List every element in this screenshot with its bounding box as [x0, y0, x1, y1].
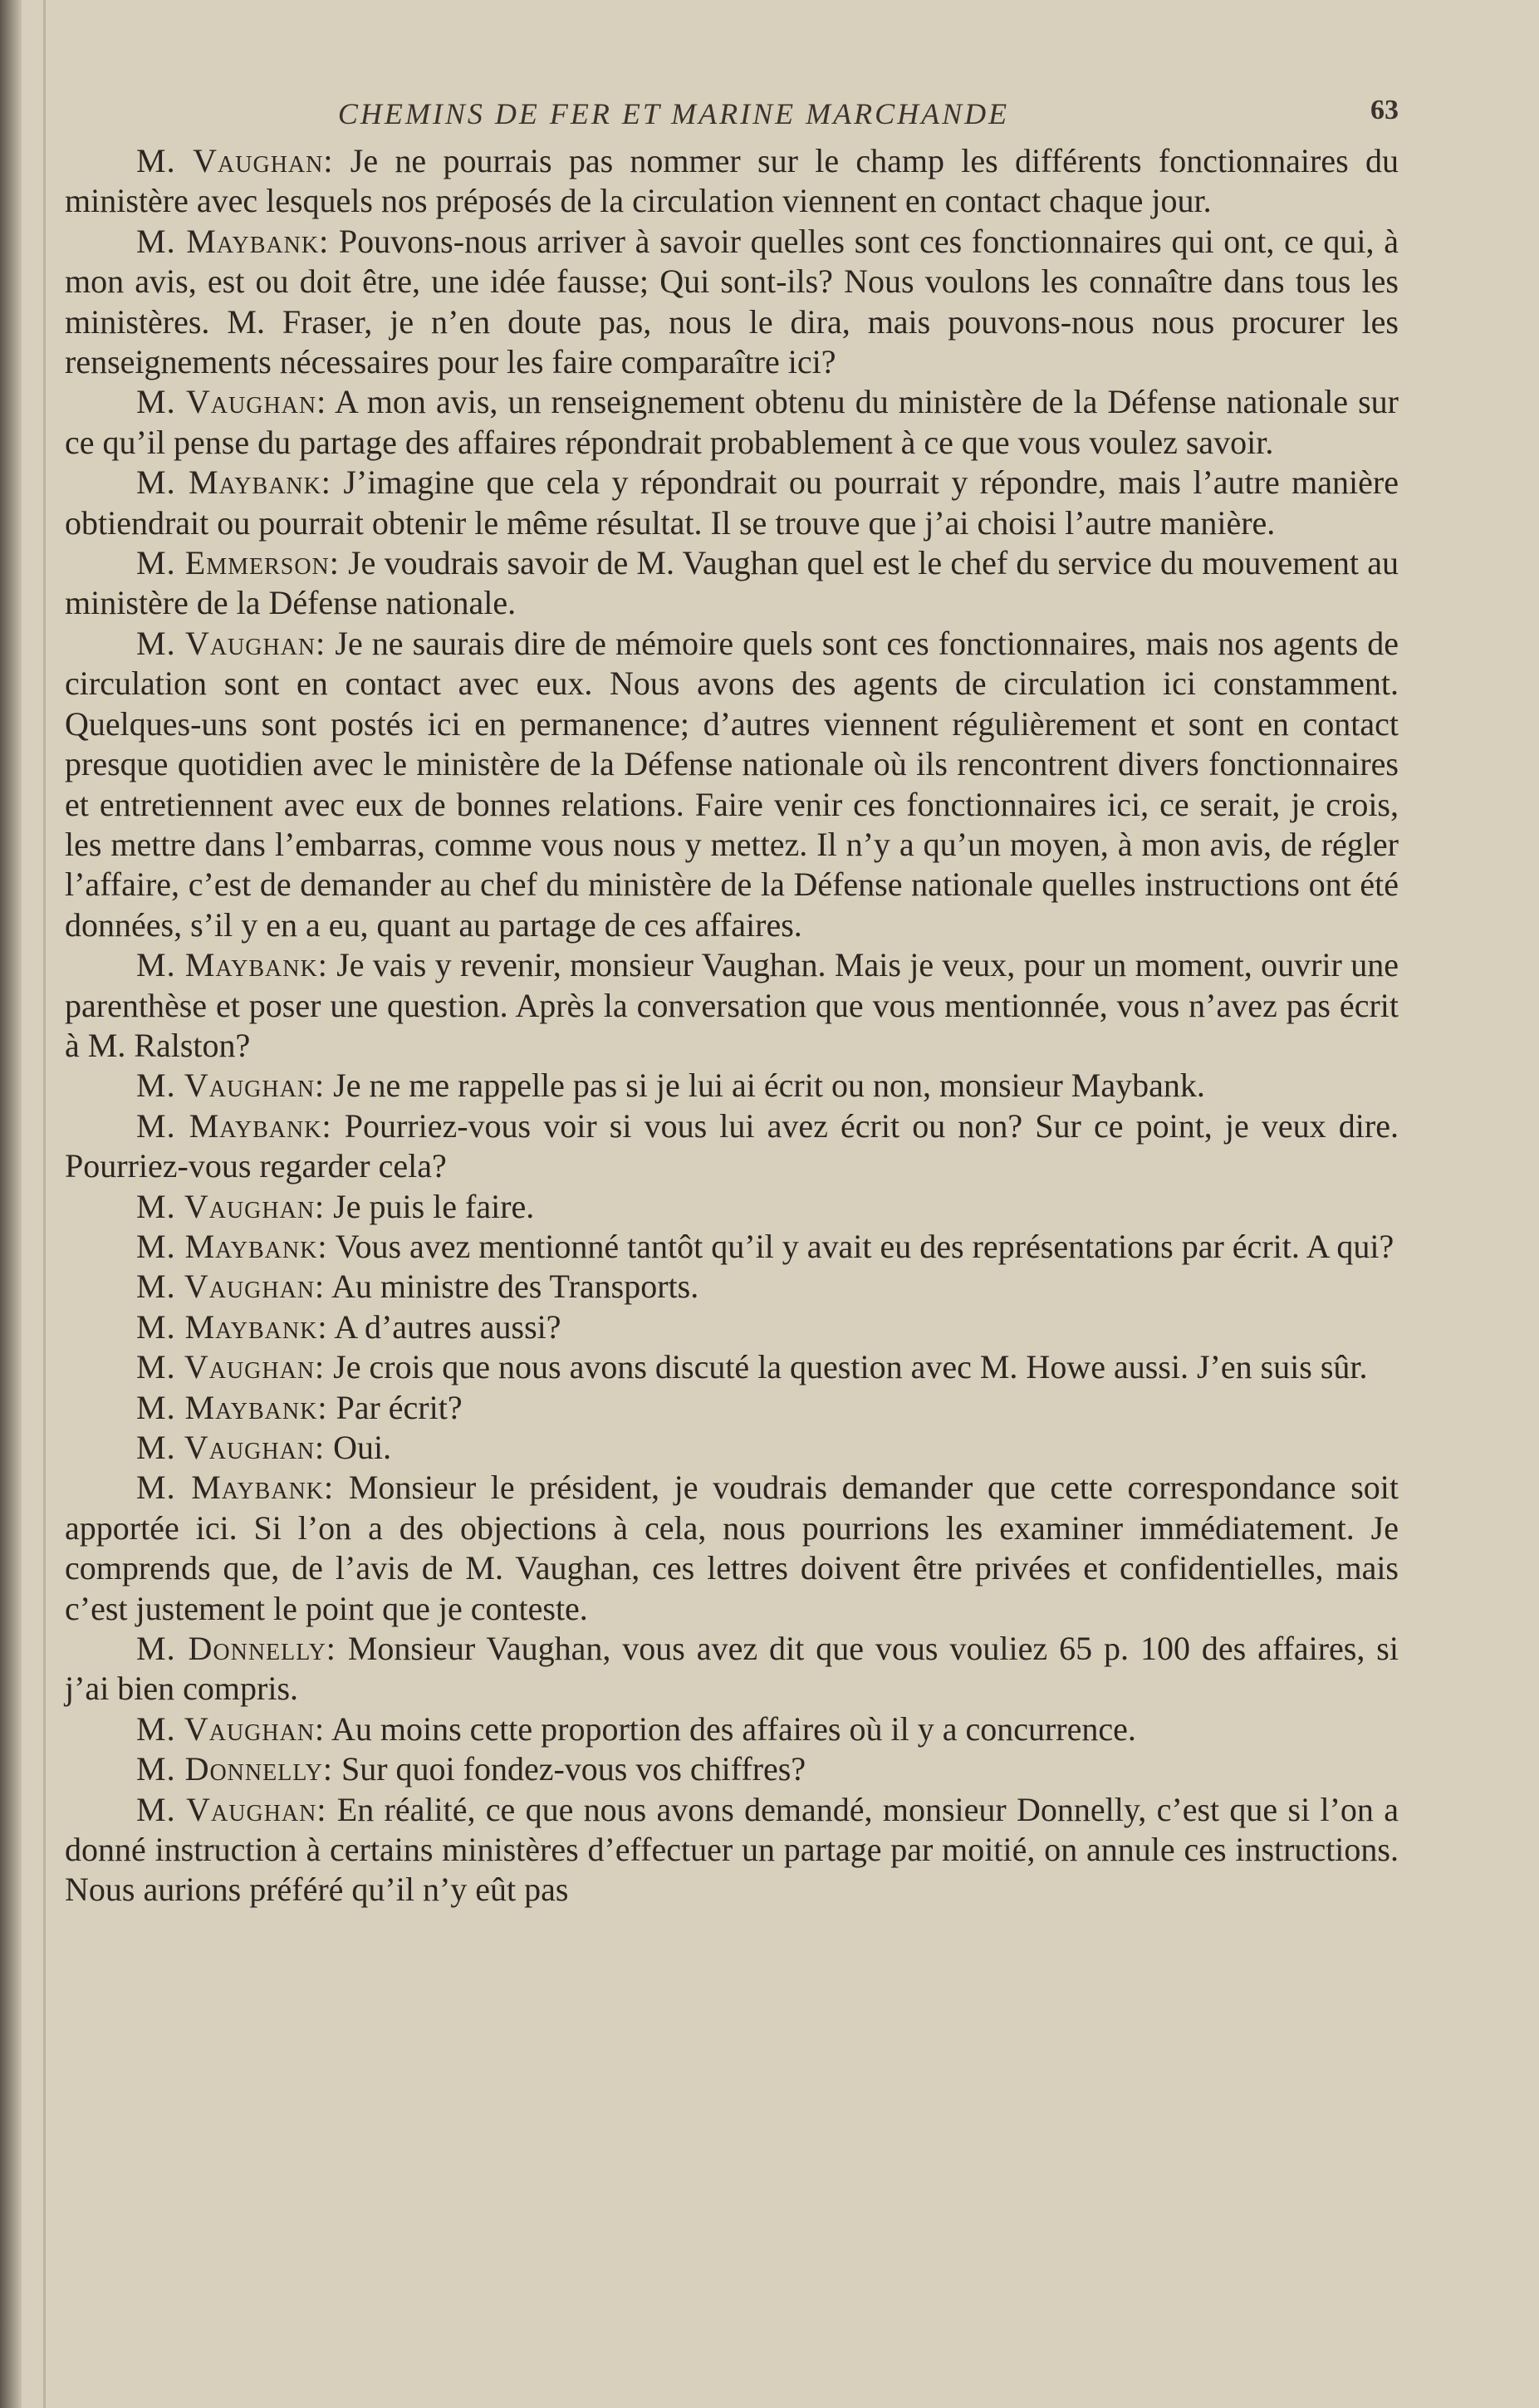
- paragraph-9: [65, 1106, 1399, 1187]
- paragraph-text: Je puis le faire.: [325, 1187, 535, 1225]
- speaker-name: M. Vaughan:: [136, 1709, 326, 1748]
- paragraph-3: [65, 382, 1399, 463]
- speaker-name: M. Maybank:: [136, 1469, 335, 1507]
- paragraph-18: [65, 1629, 1399, 1709]
- speaker-name: M. Vaughan:: [136, 624, 326, 662]
- paragraph-1: [65, 141, 1399, 222]
- paragraph-14: [65, 1347, 1399, 1387]
- paragraph-7: [65, 945, 1399, 1066]
- speaker-name: M. Maybank:: [136, 1388, 328, 1426]
- speaker-name: M. Vaughan:: [136, 1187, 326, 1225]
- running-title: CHEMINS DE FER ET MARINE MARCHANDE: [337, 97, 1010, 130]
- speaker-name: M. Maybank:: [136, 1227, 328, 1265]
- paragraph-text: Oui.: [325, 1429, 392, 1466]
- paragraph-4: [65, 463, 1399, 543]
- paragraph-text: Monsieur Vaughan, vous avez dit que vous vouliez 65 p. 100 des affaires, si j’ai bien compris.: [65, 1630, 1399, 1708]
- paragraph-text: Au ministre des Transports.: [325, 1268, 699, 1306]
- speaker-name: M. Vaughan:: [136, 142, 334, 179]
- speaker-name: M. Vaughan:: [136, 1348, 326, 1386]
- paragraph-text: Pouvons-nous arriver à savoir quelles sont ces fonctionnaires qui ont, ce qui, à mon avis, est ou doit être, une idée fausse; Qui sont-ils? Nous voulons les connaître dans tous les ministères. M. Fraser, je n’en doute pas, nous le dira, mais pouvons-nous nous procurer les renseignements nécessaires pour les faire comparaître ici?: [65, 222, 1399, 381]
- paragraph-8: [65, 1066, 1399, 1106]
- paragraph-text: Monsieur le président, je voudrais demander que cette correspondance soit apportée ici. Si l’on a des objections à cela, nous pourrions les examiner immédiatement. Je comprends que, de l’avis de M. Vaughan, ces lettres doivent être privées et confidentielles, mais c’est justement le point que je conteste.: [65, 1469, 1399, 1627]
- paragraph-text: Je ne saurais dire de mémoire quels sont ces fonctionnaires, mais nos agents de circulation sont en contact avec eux. Nous avons des agents de circulation ici constamment. Quelques-uns sont postés ici en permanence; d’autres viennent régulièrement et sont en contact presque quotidien avec le ministère de la Défense nationale où ils rencontrent divers fonctionnaires et entretiennent avec eux de bonnes relations. Faire venir ces fonctionnaires ici, ce serait, je crois, les mettre dans l’embarras, comme vous nous y mettez. Il n’y a qu’un moyen, à mon avis, de régler l’affaire, c’est de demander au chef du ministère de la Défense nationale quelles instructions ont été données, s’il y en a eu, quant au partage de ces affaires.: [65, 624, 1399, 944]
- speaker-name: M. Maybank:: [136, 1307, 328, 1346]
- speaker-name: M. Vaughan:: [136, 1429, 326, 1466]
- speaker-name: M. Vaughan:: [136, 1268, 326, 1306]
- paragraph-2: [65, 222, 1399, 383]
- paragraph-5: [65, 543, 1399, 624]
- paragraph-21: [65, 1790, 1399, 1910]
- paragraph-6: [65, 624, 1399, 945]
- paragraph-text: Au moins cette proportion des affaires où il y a concurrence.: [325, 1709, 1136, 1748]
- paragraph-text: Je ne me rappelle pas si je lui ai écrit ou non, monsieur Maybank.: [325, 1067, 1205, 1105]
- paragraph-13: [65, 1307, 1399, 1347]
- paragraph-20: [65, 1749, 1399, 1789]
- paragraph-11: [65, 1227, 1399, 1267]
- page-body: [65, 141, 1399, 1910]
- speaker-name: M. Vaughan:: [136, 1067, 326, 1105]
- paragraph-text: A d’autres aussi?: [327, 1307, 561, 1346]
- speaker-name: M. Emmerson:: [136, 544, 340, 582]
- paragraph-text: J’imagine que cela y répondrait ou pourrait y répondre, mais l’autre manière obtiendrait ou pourrait obtenir le même résultat. Il se trouve que j’ai choisi l’autre manière.: [65, 463, 1399, 542]
- paragraph-19: [65, 1709, 1399, 1749]
- paragraph-17: [65, 1468, 1399, 1629]
- paragraph-text: Je ne pourrais pas nommer sur le champ les différents fonctionnaires du ministère avec lesquels nos préposés de la circulation viennent en contact chaque jour.: [65, 142, 1399, 220]
- book-spine-shadow: [0, 0, 22, 2408]
- speaker-name: M. Maybank:: [136, 463, 331, 502]
- paragraph-text: A mon avis, un renseignement obtenu du ministère de la Défense nationale sur ce qu’il pense du partage des affaires répondrait probablement à ce que vous voulez savoir.: [65, 383, 1399, 461]
- speaker-name: M. Maybank:: [136, 222, 330, 260]
- paragraph-text: Je crois que nous avons discuté la question avec M. Howe aussi. J’en suis sûr.: [325, 1348, 1368, 1386]
- speaker-name: M. Vaughan:: [136, 383, 327, 421]
- speaker-name: M. Maybank:: [136, 946, 328, 984]
- paragraph-text: Je voudrais savoir de M. Vaughan quel est le chef du service du mouvement au ministère de la Défense nationale.: [65, 544, 1399, 622]
- paragraph-text: Par écrit?: [327, 1388, 463, 1426]
- page-number: 63: [1370, 95, 1399, 125]
- paragraph-text: Je vais y revenir, monsieur Vaughan. Mais je veux, pour un moment, ouvrir une parenthèse et poser une question. Après la conversation que vous mentionnée, vous n’avez pas écrit à M. Ralston?: [65, 946, 1399, 1064]
- page: [65, 83, 1399, 1910]
- speaker-name: M. Donnelly:: [136, 1630, 336, 1668]
- paragraph-15: [65, 1388, 1399, 1428]
- paragraph-text: Sur quoi fondez-vous vos chiffres?: [332, 1750, 806, 1788]
- speaker-name: M. Vaughan:: [136, 1790, 327, 1828]
- gutter-line: [43, 0, 46, 2408]
- speaker-name: M. Maybank:: [136, 1106, 332, 1145]
- paragraph-text: Vous avez mentionné tantôt qu’il y avait eu des représentations par écrit. A qui?: [327, 1227, 1394, 1265]
- speaker-name: M. Donnelly:: [136, 1750, 333, 1788]
- paragraph-16: [65, 1428, 1399, 1468]
- paragraph-text: En réalité, ce que nous avons demandé, monsieur Donnelly, c’est que si l’on a donné instruction à certains ministères d’effectuer un partage par moitié, on annule ces instructions. Nous aurions préféré qu’il n’y eût pas: [65, 1790, 1399, 1909]
- paragraph-10: [65, 1187, 1399, 1227]
- page-header: [65, 83, 1399, 141]
- paragraph-12: [65, 1267, 1399, 1307]
- paragraph-text: Pourriez-vous voir si vous lui avez écrit ou non? Sur ce point, je veux dire. Pourriez-vous regarder cela?: [65, 1106, 1399, 1185]
